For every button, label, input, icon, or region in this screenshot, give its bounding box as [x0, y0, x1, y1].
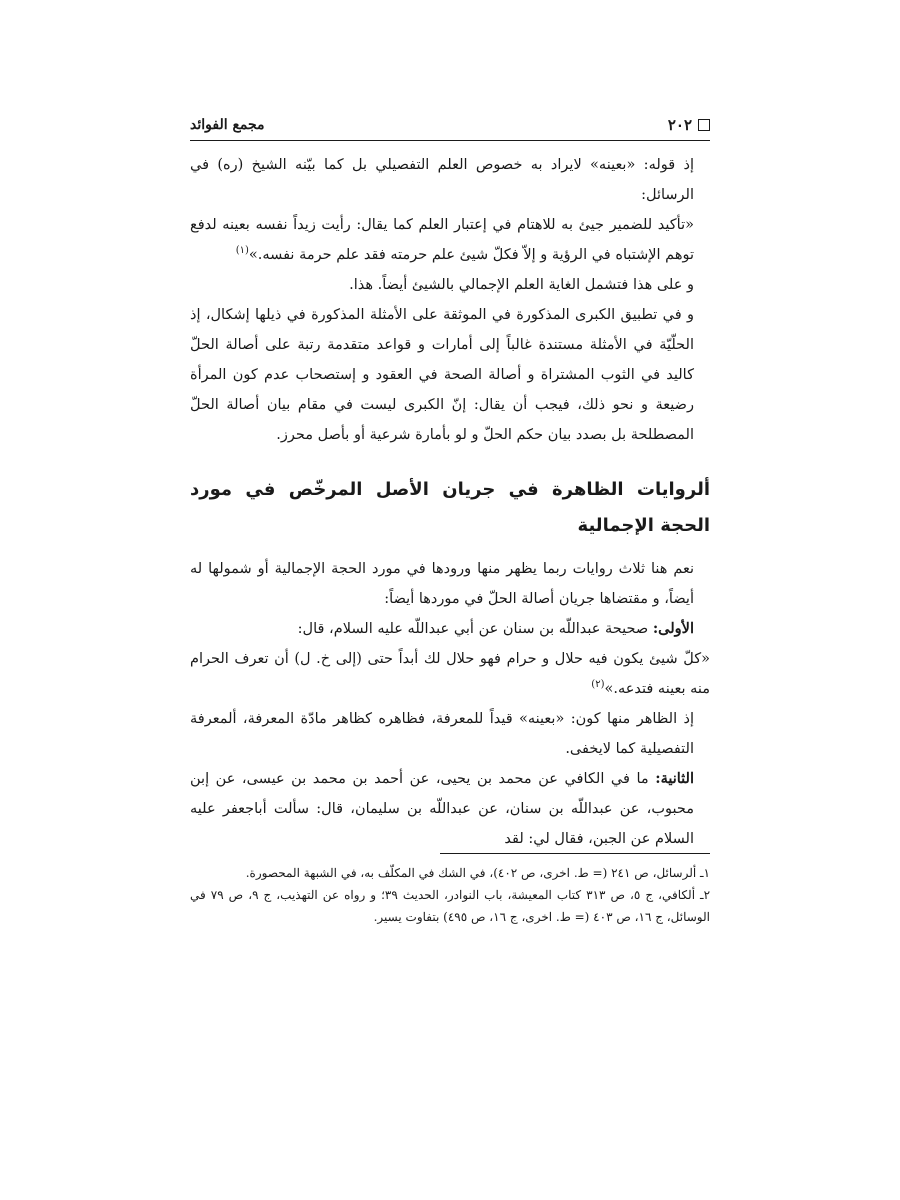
main-text — [190, 150, 710, 854]
narration-label-second: الثانية: — [655, 770, 694, 787]
footnotes — [190, 862, 710, 928]
quote-2 — [190, 644, 710, 704]
paragraph-6: إذ الظاهر منها كون: «بعينه» قيداً للمعرفة، فظاهره كظاهر مادّة المعرفة، ألمعرفة التفصيلية كما لايخفى. — [190, 711, 694, 757]
paragraph-5 — [190, 614, 710, 644]
footnote-1: ١ـ ألرسائل، ص ٢٤١ (= ط. اخرى، ص ٤٠٢)، في الشك في المكلّف به، في الشبهة المحصورة. — [245, 866, 710, 880]
paragraph-2: و على هذا فتشمل الغاية العلم الإجمالي بالشيئ أيضاً. هذا. — [349, 277, 694, 293]
narration-label-first: الأولى: — [652, 620, 694, 637]
footnote-divider — [440, 853, 710, 854]
square-box-icon — [698, 119, 710, 131]
quote-2-text: «كلّ شيئ يكون فيه حلال و حرام فهو حلال لك أبداً حتى (إلى خ. ل) أن تعرف الحرام منه بعينه فتدعه.» — [190, 651, 710, 697]
page-header — [190, 112, 710, 138]
quote-1-text: «تأكيد للضمير جيئ به للاهتام في إعتبار العلم كما يقال: رأيت زيداً نفسه بعينه لدفع توهم الإشتباه في الرؤية و إلاّ فكلّ شيئ علم حرمته فقد علم حرمة نفسه.» — [190, 217, 694, 263]
paragraph-1: إذ قوله: «بعينه» لايراد به خصوص العلم التفصيلي بل كما بيّنه الشيخ (ره) في الرسائل: — [190, 157, 694, 203]
paragraph-3: و في تطبيق الكبرى المذكورة في الموثقة على الأمثلة المذكورة في ذيلها إشكال، إذ الحلّيّة في الأمثلة مستندة غالباً إلى أمارات و قواعد متقدمة رتبة على أصالة الحلّ كاليد في الثوب المشتراة و أصالة الصحة في العقود و إستصحاب عدم كون المرأة رضيعة و نحو ذلك، فيجب أن يقال: إنّ الكبرى ليست في مقام بيان أصالة الحلّ المصطلحة بل بصدد بيان حكم الحلّ و لو بأمارة شرعية أو بأصل محرز. — [190, 307, 694, 443]
page-number-text: ٢٠٢ — [667, 116, 692, 134]
paragraph-7 — [190, 764, 710, 854]
section-heading: ألروايات الظاهرة في جريان الأصل المرخّص في مورد الحجة الإجمالية — [190, 479, 710, 536]
footnote-ref-2: (٢) — [591, 679, 605, 691]
paragraph-5-text: صحيحة عبداللّه بن سنان عن أبي عبداللّه عليه السلام، قال: — [297, 621, 653, 637]
footnote-ref-1: (١) — [235, 245, 249, 257]
book-title: مجمع الفوائد — [190, 117, 265, 133]
header-divider — [190, 140, 710, 141]
footnote-2: ٢ـ ألكافي، ج ٥، ص ٣١٣ كتاب المعيشة، باب النوادر، الحديث ٣٩؛ و رواه عن التهذيب، ج ٩، ص ٧٩ في الوسائل، ج ١٦، ص ٤٠٣ (= ط. اخرى، ج ١٦، ص ٤٩٥) بتفاوت يسير. — [190, 888, 711, 924]
page-number — [668, 116, 710, 134]
paragraph-7-text: ما في الكافي عن محمد بن يحيى، عن أحمد بن محمد بن عيسى، عن إبن محبوب، عن عبداللّه بن سنان، عن عبداللّه بن سليمان، قال: سألت أباجعفر عليه السلام عن الجبن، فقال لي: لقد — [190, 771, 694, 847]
quote-1 — [190, 210, 710, 270]
paragraph-4: نعم هنا ثلاث روايات ربما يظهر منها ورودها في مورد الحجة الإجمالية أو شمولها له أيضاً، و مقتضاها جريان أصالة الحلّ في موردها أيضاً: — [190, 561, 694, 607]
